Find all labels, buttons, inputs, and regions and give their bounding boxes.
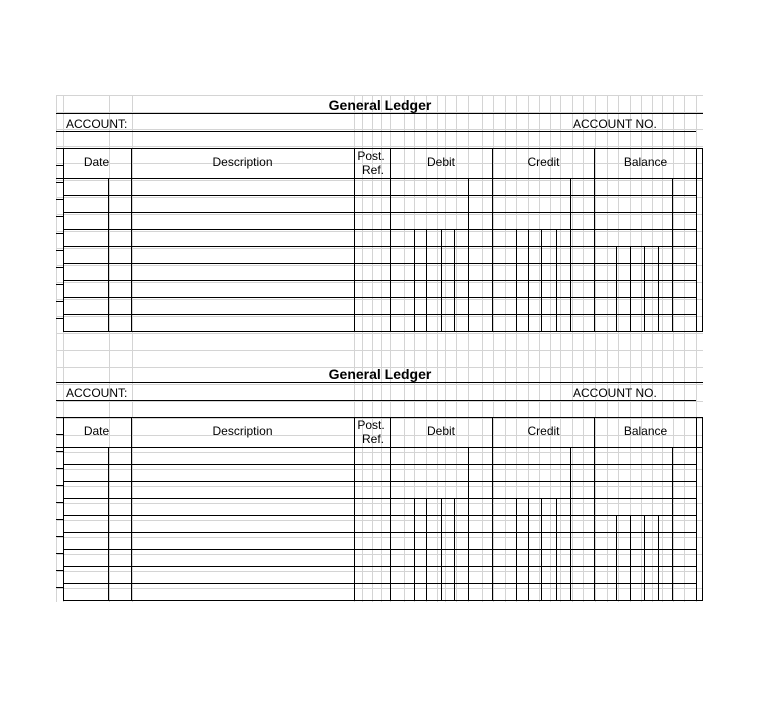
ledger-title: General Ledger [328, 97, 432, 113]
column-header-post-ref: Ref. [361, 432, 384, 446]
ledger-sheet [56, 95, 703, 602]
column-header-credit: Credit [527, 155, 560, 169]
column-header-description: Description [212, 155, 273, 169]
column-header-credit: Credit [527, 424, 560, 438]
column-header-post-ref: Ref. [361, 163, 384, 177]
column-header-date: Date [83, 424, 110, 438]
account-label: ACCOUNT: [66, 117, 128, 131]
column-header-balance: Balance [623, 424, 668, 438]
column-header-description: Description [212, 424, 273, 438]
column-header-balance: Balance [623, 155, 668, 169]
ledger-title: General Ledger [328, 366, 432, 382]
column-header-debit: Debit [426, 424, 455, 438]
column-header-date: Date [83, 155, 110, 169]
column-header-post-ref: Post. [357, 418, 385, 432]
column-header-post-ref: Post. [357, 149, 385, 163]
column-header-debit: Debit [426, 155, 455, 169]
account-label: ACCOUNT: [66, 386, 128, 400]
account-no-label: ACCOUNT NO. [573, 386, 657, 400]
account-no-label: ACCOUNT NO. [573, 117, 657, 131]
